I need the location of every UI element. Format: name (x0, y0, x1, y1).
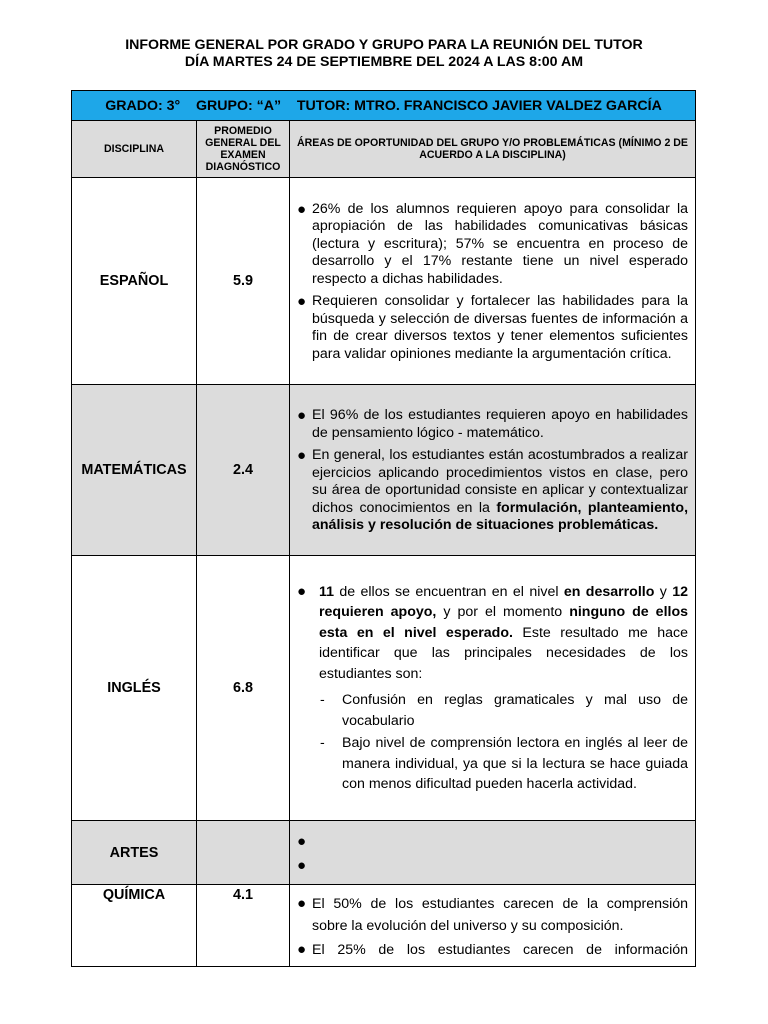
discipline-cell: INGLÉS (72, 556, 197, 821)
discipline-cell: MATEMÁTICAS (72, 385, 197, 556)
list-item (297, 854, 688, 878)
discipline-cell: ARTES (72, 821, 197, 885)
column-header-average: PROMEDIO GENERAL DEL EXAMEN DIAGNÓSTICO (197, 121, 290, 178)
bullet-icon: ● (297, 447, 307, 465)
report-table (71, 90, 696, 967)
areas-cell (290, 885, 696, 967)
areas-cell (290, 178, 696, 385)
bullet-icon: ● (297, 895, 307, 912)
list-item: - Bajo nivel de comprensión lectora en inglés al leer de manera individual, ya que si la lectura se hace guiada con menos dificultad pueden hacerla actividad. (320, 735, 689, 792)
areas-cell (290, 556, 696, 821)
list-item: - Confusión en reglas gramaticales y mal uso de vocabulario (320, 692, 689, 729)
group-header: GRADO: 3° GRUPO: “A” TUTOR: MTRO. FRANCISCO JAVIER VALDEZ GARCÍA (72, 91, 696, 121)
bullet-icon: ● (297, 407, 307, 425)
table-row (72, 385, 696, 556)
list-item: ● El 25% de los estudiantes carecen de información (297, 939, 688, 961)
discipline-cell: QUÍMICA (72, 885, 197, 967)
list-item (297, 830, 688, 854)
bullet-icon: ● (297, 582, 307, 600)
column-header-row (72, 121, 696, 178)
bullet-icon: ● (297, 293, 307, 311)
list-item: ● El 50% de los estudiantes carecen de la comprensión sobre la evolución del universo y su composición. (297, 893, 688, 937)
average-cell: 5.9 (197, 178, 290, 385)
bullet-icon: ● (297, 941, 307, 958)
title-line-2: DÍA MARTES 24 DE SEPTIEMBRE DEL 2024 A LAS 8:00 AM (184, 54, 584, 70)
list-item: ● 11 de ellos se encuentran en el nivel en desarrollo y 12 requieren apoyo, y por el momento ninguno de ellos esta en el nivel esperado. Este resultado me hace identificar que las principales necesidades de los estudiantes son: (297, 582, 688, 685)
areas-cell (290, 385, 696, 556)
list-item: ● El 96% de los estudiantes requieren apoyo en habilidades de pensamiento lógico - matemático. (297, 407, 689, 441)
table-row (72, 556, 696, 821)
dash-list (297, 690, 688, 795)
bullet-icon: ● (297, 200, 307, 218)
average-cell: 2.4 (197, 385, 290, 556)
bullet-icon: ● (297, 856, 307, 874)
discipline-cell: ESPAÑOL (72, 178, 197, 385)
table-row (72, 821, 696, 885)
table-header-row (72, 91, 696, 121)
list-item: ● 26% de los alumnos requieren apoyo para consolidar la apropiación de las habilidades comunicativas básicas (lectura y escritura); 57% se encuentra en proceso de desarrollo y el 17% restante tiene un nivel esperado respecto a dichas habilidades. (297, 200, 689, 287)
table-row (72, 178, 696, 385)
average-cell (197, 821, 290, 885)
average-cell: 4.1 (197, 885, 290, 967)
average-cell: 6.8 (197, 556, 290, 821)
list-item: ● Requieren consolidar y fortalecer las habilidades para la búsqueda y selección de diversas fuentes de información a fin de crear diversos textos y tener elementos suficientes para validar opiniones mediante la argumentación crítica. (297, 293, 689, 362)
bullet-icon: ● (297, 832, 307, 850)
table-row (72, 885, 696, 967)
list-item: ● En general, los estudiantes están acostumbrados a realizar ejercicios aplicando procedimientos vistos en clase, pero su área de oportunidad consiste en aplicar y contextualizar dichos conocimientos en la formulación, planteamiento, análisis y resolución de situaciones problemáticas. (297, 447, 689, 534)
document-title (0, 37, 768, 71)
column-header-discipline: DISCIPLINA (72, 121, 197, 178)
title-line-1: INFORME GENERAL POR GRADO Y GRUPO PARA LA REUNIÓN DEL TUTOR (125, 37, 643, 53)
areas-cell (290, 821, 696, 885)
column-header-areas: ÁREAS DE OPORTUNIDAD DEL GRUPO Y/O PROBLEMÁTICAS (MÍNIMO 2 DE ACUERDO A LA DISCIPLINA) (290, 121, 696, 178)
